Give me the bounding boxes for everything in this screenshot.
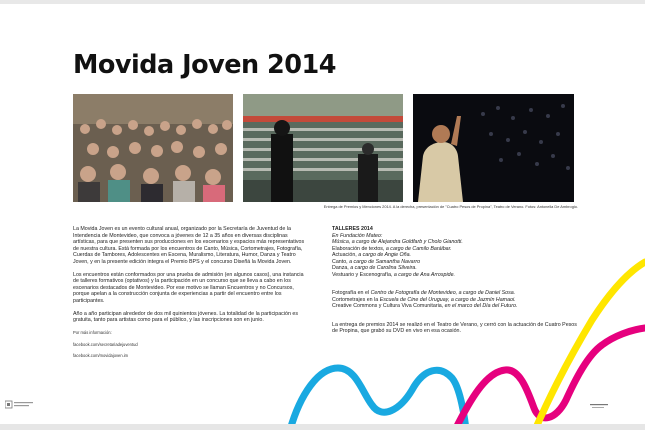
workshop-name: Fotografía en el [332, 290, 371, 296]
contact-line: Por más información: [73, 330, 112, 335]
workshop-teacher: a cargo de Samantha Navarro [349, 258, 421, 265]
stage-presentation-photo [243, 94, 403, 202]
workshop-list [332, 239, 578, 278]
workshop-teacher: a cargo de Camilo Baráibar. [385, 245, 452, 252]
crowd-audience-photo [73, 94, 233, 202]
workshop-teacher: Centro de Fotografía de Montevideo, a cargo de Daniel Sosa. [370, 290, 516, 296]
sponsor-logo-icon [590, 402, 608, 410]
concert-singer-photo [413, 94, 574, 202]
photo-caption: Entrega de Premios y Menciones 2014. A la derecha, presentación de "Cuatro Pesos de Propina", Teatro de Verano. Fotos: Antonella De Ambrogio. [323, 204, 578, 209]
workshop-item: Música, a cargo de Alejandra Goldfarb y Cholo Gianotti. [332, 239, 463, 245]
workshop-name: Actuación, [332, 252, 359, 258]
facebook-link[interactable]: facebook.com/secretariadejuventud [73, 341, 138, 347]
workshop-name: Vestuario y Escenografía, [332, 271, 394, 278]
workshops-subheading: En Fundación Mateo: [332, 232, 383, 239]
closing-paragraph: La entrega de premios 2014 se realizó en el Teatro de Verano, y cerró con la actuación de Cuatro Pesos de Propina, que grabó su DVD en vivo en esa ocasión. [332, 321, 577, 334]
workshop-teacher: a cargo de Carolina Silveira. [350, 265, 417, 271]
contact-info [73, 330, 307, 358]
workshop-name: Danza, [332, 265, 351, 271]
workshop-teacher: a cargo de Angie Oña. [358, 252, 412, 258]
workshop-name: Elaboración de textos, [332, 245, 386, 252]
workshop-name: Cortometrajes en la [332, 296, 380, 303]
other-workshops [332, 290, 578, 310]
page-title: Movida Joven 2014 [73, 50, 337, 80]
intro-column [73, 226, 307, 365]
encounters-paragraph: Los encuentros están conformados por una prueba de admisión (en algunos casos), una instancia de talleres formativos (optativos) y la participación en un concurso que se lleva a cabo en los escenarios destacados de Montevideo. Por ese motivo se llaman Encuentros y no Concursos, porque apelan a la construcción conjunta de experiencias a partir del encuentro entre los participantes. [73, 271, 304, 304]
facebook-link[interactable]: facebook.com/movidajoven.im [73, 353, 129, 359]
workshop-teacher: en el marco del Día del Futuro. [444, 303, 518, 309]
bottom-edge [0, 424, 645, 430]
intro-paragraph: La Movida Joven es un evento cultural anual, organizado por la Secretaría de Juventud de la Intendencia de Montevideo, que convoca a jóvenes de 12 a 35 años en diversas disciplinas artísticas, para que presenten sus producciones en los escenarios y espacios más representativos de nuestra cultura. Está formada por los encuentros de Canto, Música, Cortometrajes, Fotografía, Cuerdas de Tambores, Adolescentes en Escena, Muralismo, Literatura, Humor, Danza y Teatro Joven, y en la presente edición integra el Premio BPS y el concurso Diseñá la Movida Joven. [73, 226, 305, 265]
workshop-name: Creative Commons y Cultura Viva Comunitaria, [332, 303, 445, 309]
workshop-teacher: Escuela de Cine del Uruguay, a cargo de Jazmín Hamaoi. [379, 296, 516, 303]
participation-paragraph: Año a año participan alrededor de dos mil quinientos jóvenes. La totalidad de la participación es gratuita, tanto para artistas como para el público, y las inscripciones son en junio. [73, 310, 298, 323]
workshops-heading: TALLERES 2014 [332, 226, 373, 232]
workshop-name: Canto, [332, 258, 350, 265]
municipal-logo-icon [5, 400, 35, 410]
workshops-column [332, 226, 578, 341]
workshop-teacher: a cargo de Ana Arrospide. [393, 271, 455, 278]
